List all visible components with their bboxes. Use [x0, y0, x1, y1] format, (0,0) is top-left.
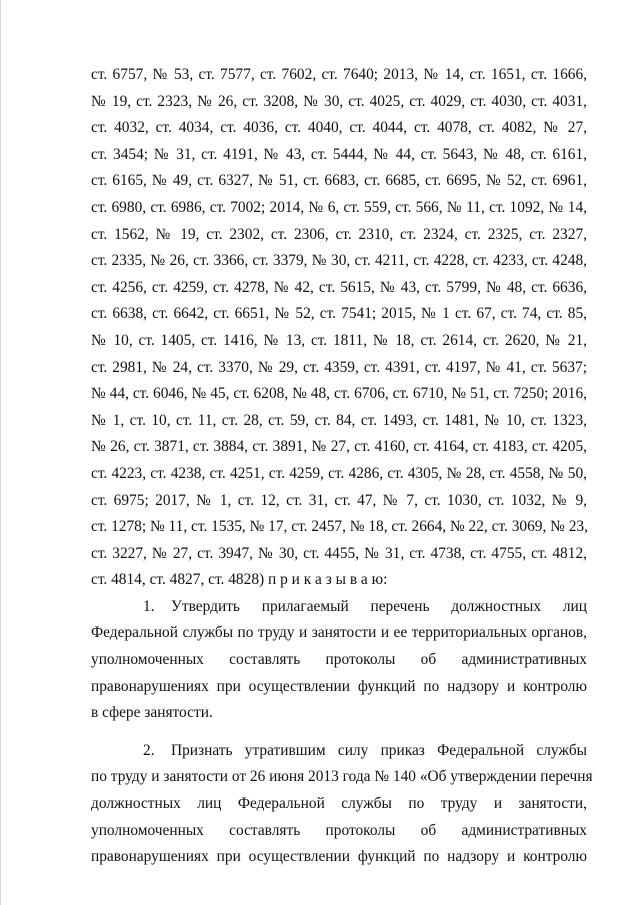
citation-line: № 19, ст. 2323, № 26, ст. 3208, № 30, ст. 4025, ст. 4029, ст. 4030, ст. 4031, [91, 92, 587, 110]
citation-line: ст. 6975; 2017, № 1, ст. 12, ст. 31, ст. 47, № 7, ст. 1030, ст. 1032, № 9, [91, 491, 587, 509]
citation-line: № 10, ст. 1405, ст. 1416, № 13, ст. 1811, № 18, ст. 2614, ст. 2620, № 21, [91, 331, 587, 349]
order-item-2-first-line [91, 738, 587, 765]
citation-line: ст. 6980, ст. 6986, ст. 7002; 2014, № 6, ст. 559, ст. 566, № 11, ст. 1092, № 14, [91, 198, 587, 216]
order-item-1-line: уполномоченных составлять протоколы об административных [91, 651, 587, 669]
legal-citations-paragraph [91, 62, 587, 594]
citation-line: ст. 4223, ст. 4238, ст. 4251, ст. 4259, ст. 4286, ст. 4305, № 28, ст. 4558, № 50, [91, 464, 587, 482]
order-item-1-line: правонарушениях при осуществлении функций по надзору и контролю [91, 677, 587, 695]
order-item-1-line: Федеральной службы по труду и занятости и ее территориальных органов, [91, 624, 587, 642]
order-item-2-number: 2. [143, 741, 155, 759]
citation-line: ст. 6638, ст. 6642, ст. 6651, № 52, ст. 7541; 2015, № 1 ст. 67, ст. 74, ст. 85, [91, 305, 587, 323]
order-item-1-last-line: в сфере занятости. [91, 704, 213, 722]
citation-line: № 1, ст. 10, ст. 11, ст. 28, ст. 59, ст. 84, ст. 1493, ст. 1481, № 10, ст. 1323, [91, 411, 587, 429]
paragraph-gap [91, 727, 587, 738]
order-item-2 [91, 738, 593, 871]
order-item-1-first-line [91, 594, 587, 621]
citation-line: ст. 4256, ст. 4259, ст. 4278, № 42, ст. 5615, № 43, ст. 5799, № 48, ст. 6636, [91, 278, 587, 296]
citation-line: № 26, ст. 3871, ст. 3884, ст. 3891, № 27, ст. 4160, ст. 4164, ст. 4183, ст. 4205, [91, 438, 587, 456]
citation-line: № 44, ст. 6046, № 45, ст. 6208, № 48, ст. 6706, ст. 6710, № 51, ст. 7250; 2016, [91, 385, 587, 403]
order-item-2-line: правонарушениях при осуществлении функций по надзору и контролю [91, 848, 587, 866]
citation-line: ст. 2335, № 26, ст. 3366, ст. 3379, № 30, ст. 4211, ст. 4228, ст. 4233, ст. 4248, [91, 252, 587, 270]
document-body [91, 62, 593, 871]
order-item-1-number: 1. [143, 597, 155, 615]
citation-line: ст. 3227, № 27, ст. 3947, № 30, ст. 4455, № 31, ст. 4738, ст. 4755, ст. 4812, [91, 544, 587, 562]
citation-line: ст. 2981, № 24, ст. 3370, № 29, ст. 4359, ст. 4391, ст. 4197, № 41, ст. 5637; [91, 358, 587, 376]
citation-line: ст. 3454; № 31, ст. 4191, № 43, ст. 5444, № 44, ст. 5643, № 48, ст. 6161, [91, 145, 587, 163]
citation-last-line: ст. 4814, ст. 4827, ст. 4828) п р и к а з ы в а ю: [91, 571, 388, 589]
citation-line: ст. 1562, № 19, ст. 2302, ст. 2306, ст. 2310, ст. 2324, ст. 2325, ст. 2327, [91, 225, 587, 243]
order-item-2-line: должностных лиц Федеральной службы по труду и занятости, [91, 795, 587, 813]
citation-line: ст. 6757, № 53, ст. 7577, ст. 7602, ст. 7640; 2013, № 14, ст. 1651, ст. 1666, [91, 66, 587, 83]
citation-line: ст. 6165, № 49, ст. 6327, № 51, ст. 6683, ст. 6685, ст. 6695, № 52, ст. 6961, [91, 172, 587, 190]
order-item-2-lead: Признать утратившим силу приказ Федеральной службы [171, 741, 587, 759]
order-item-2-line: по труду и занятости от 26 июня 2013 года № 140 «Об утверждении перечня [91, 768, 593, 786]
citation-line: ст. 4032, ст. 4034, ст. 4036, ст. 4040, ст. 4044, ст. 4078, ст. 4082, № 27, [91, 119, 587, 137]
citation-line: ст. 1278; № 11, ст. 1535, № 17, ст. 2457, № 18, ст. 2664, № 22, ст. 3069, № 23, [91, 518, 588, 536]
order-item-1 [91, 594, 587, 727]
order-item-2-line: уполномоченных составлять протоколы об административных [91, 821, 587, 839]
order-item-1-lead: Утвердить прилагаемый перечень должностных лиц [171, 597, 587, 615]
